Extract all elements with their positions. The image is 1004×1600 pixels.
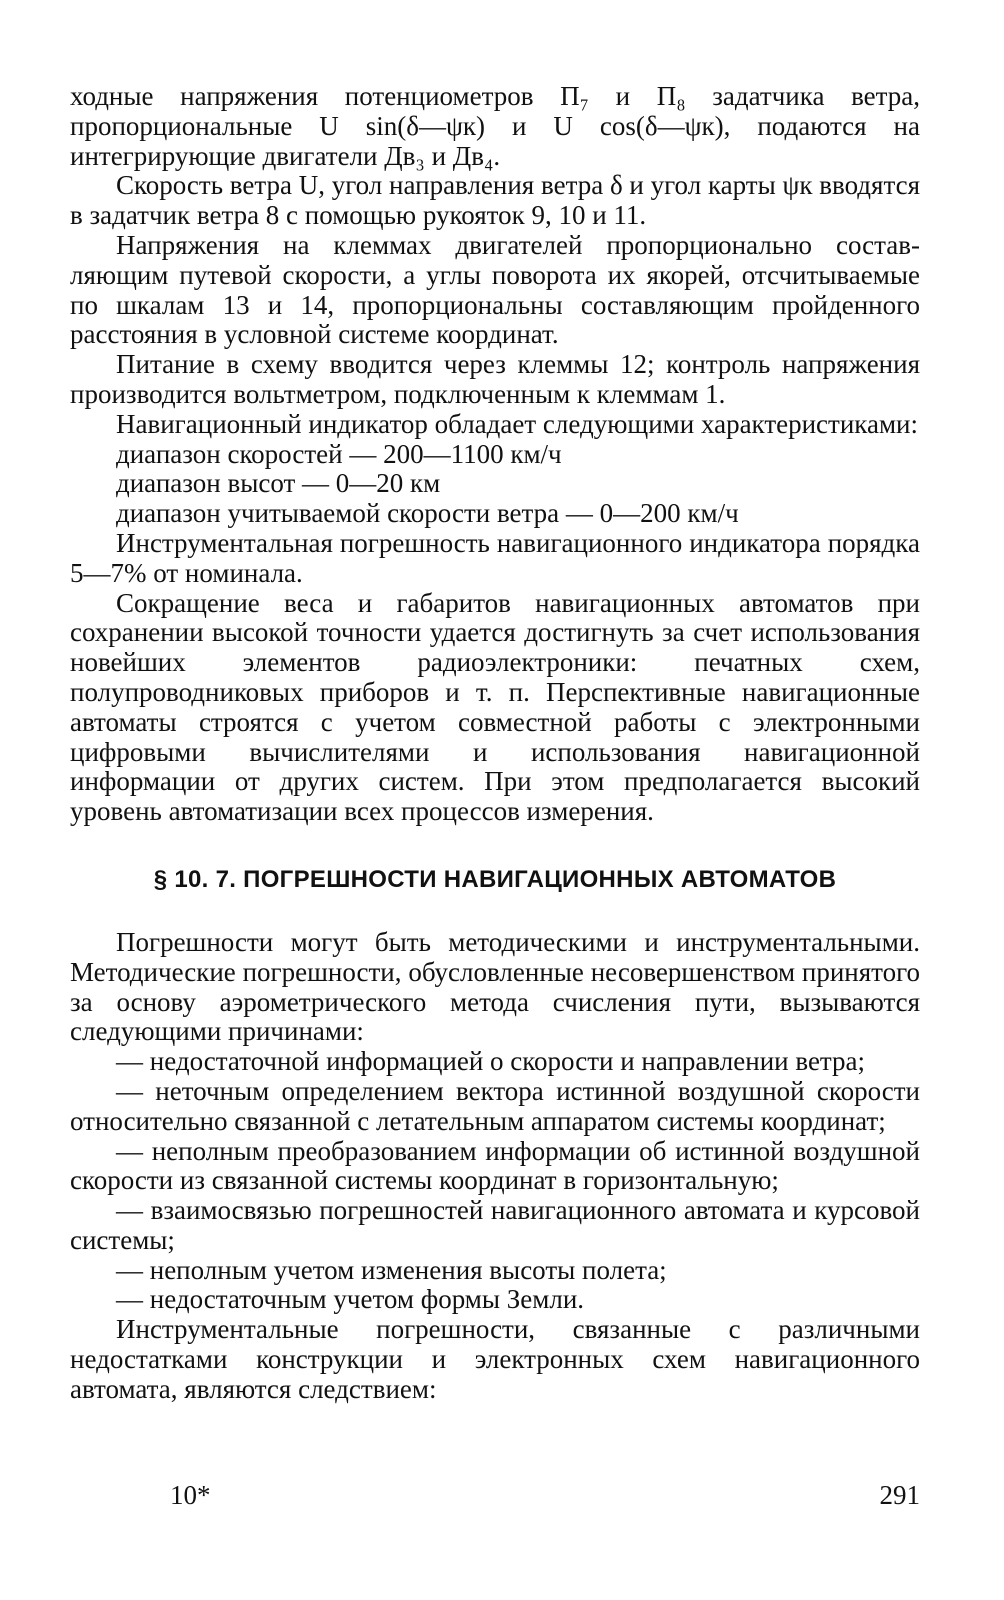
body-text-bottom — [70, 928, 920, 1405]
spec-line: диапазон учитываемой скорости ветра — 0—200 км/ч — [116, 498, 739, 529]
list-item: — взаимосвязью погрешностей навигационного автомата и курсовой системы; — [70, 1195, 920, 1255]
spec-line: диапазон высот — 0—20 км — [116, 468, 441, 499]
list-item: — неточным определением вектора истинной воздушной скорости относительно связанной с летательным аппаратом системы координат; — [70, 1075, 920, 1136]
paragraph: Навигационный индикатор обладает следующими характеристиками: — [116, 408, 919, 439]
list-item: — неполным учетом изменения высоты полета; — [116, 1254, 667, 1285]
paragraph: Питание в схему вводится через клеммы 12; контроль напряжения производится вольтметром, подключенным к клеммам 1. — [70, 349, 920, 409]
spec-line: диапазон скоростей — 200—1100 км/ч — [116, 438, 562, 469]
section-heading: § 10. 7. ПОГРЕШНОСТИ НАВИГАЦИОННЫХ АВТОМАТОВ — [153, 865, 837, 893]
list-item: — недостаточным учетом формы Земли. — [116, 1284, 585, 1315]
paragraph: Сокращение веса и габаритов навигационных автоматов при сохранении высокой точности удается достигнуть за счет использования новейших элементов радиоэлектроники: печатных схем, полупроводниковых приборов и т. п. Перспективные навигационные автоматы строятся с учетом совместной работы с электронными цифровыми вычислителями и использования навигационной информации от других систем. При этом предполагается высокий уровень автоматизации всех процессов измерения. — [70, 587, 920, 827]
paragraph: Инструментальная погрешность навигационного индикатора порядка 5—7% от номинала. — [70, 527, 920, 588]
paragraph: Напряжения на клеммах двигателей пропорционально составляющим путевой скорости, а углы поворота их якорей, отсчитываемые по шкалам 13 и 14, пропорциональны составляющим пройденного расстояния в условной системе координат. — [70, 229, 920, 350]
list-item: — недостаточной информацией о скорости и направлении ветра; — [116, 1046, 866, 1077]
list-item: — неполным преобразованием информации об истинной воздушной скорости из связанной системы координат в горизонтальную; — [70, 1135, 920, 1196]
paragraph: Скорость ветра U, угол направления ветра δ и угол карты ψк вводятся в задатчик ветра 8 с помощью рукояток 9, 10 и 11. — [70, 170, 920, 231]
paragraph-continuation: ходные напряжения потенциометров П₇ и П₈ задатчика ветра, пропорциональные U sin(δ—ψк) и U cos(δ—ψк), подаются на интегрирующие двигатели Дв₃ и Дв₄. — [70, 81, 920, 171]
paragraph: Инструментальные погрешности, связанные с различными недостатками конструкции и электронных схем навигационного автомата, являются следствием: — [70, 1314, 920, 1404]
page-number: 291 — [879, 1480, 920, 1510]
body-text-top — [70, 82, 920, 827]
signature-mark: 10* — [170, 1480, 211, 1510]
paragraph: Погрешности могут быть методическими и инструментальными. Методические погрешности, обусловленные несовершенством принятого за основу аэрометрического метода счисления пути, вызываются следующими причинами: — [70, 926, 920, 1047]
